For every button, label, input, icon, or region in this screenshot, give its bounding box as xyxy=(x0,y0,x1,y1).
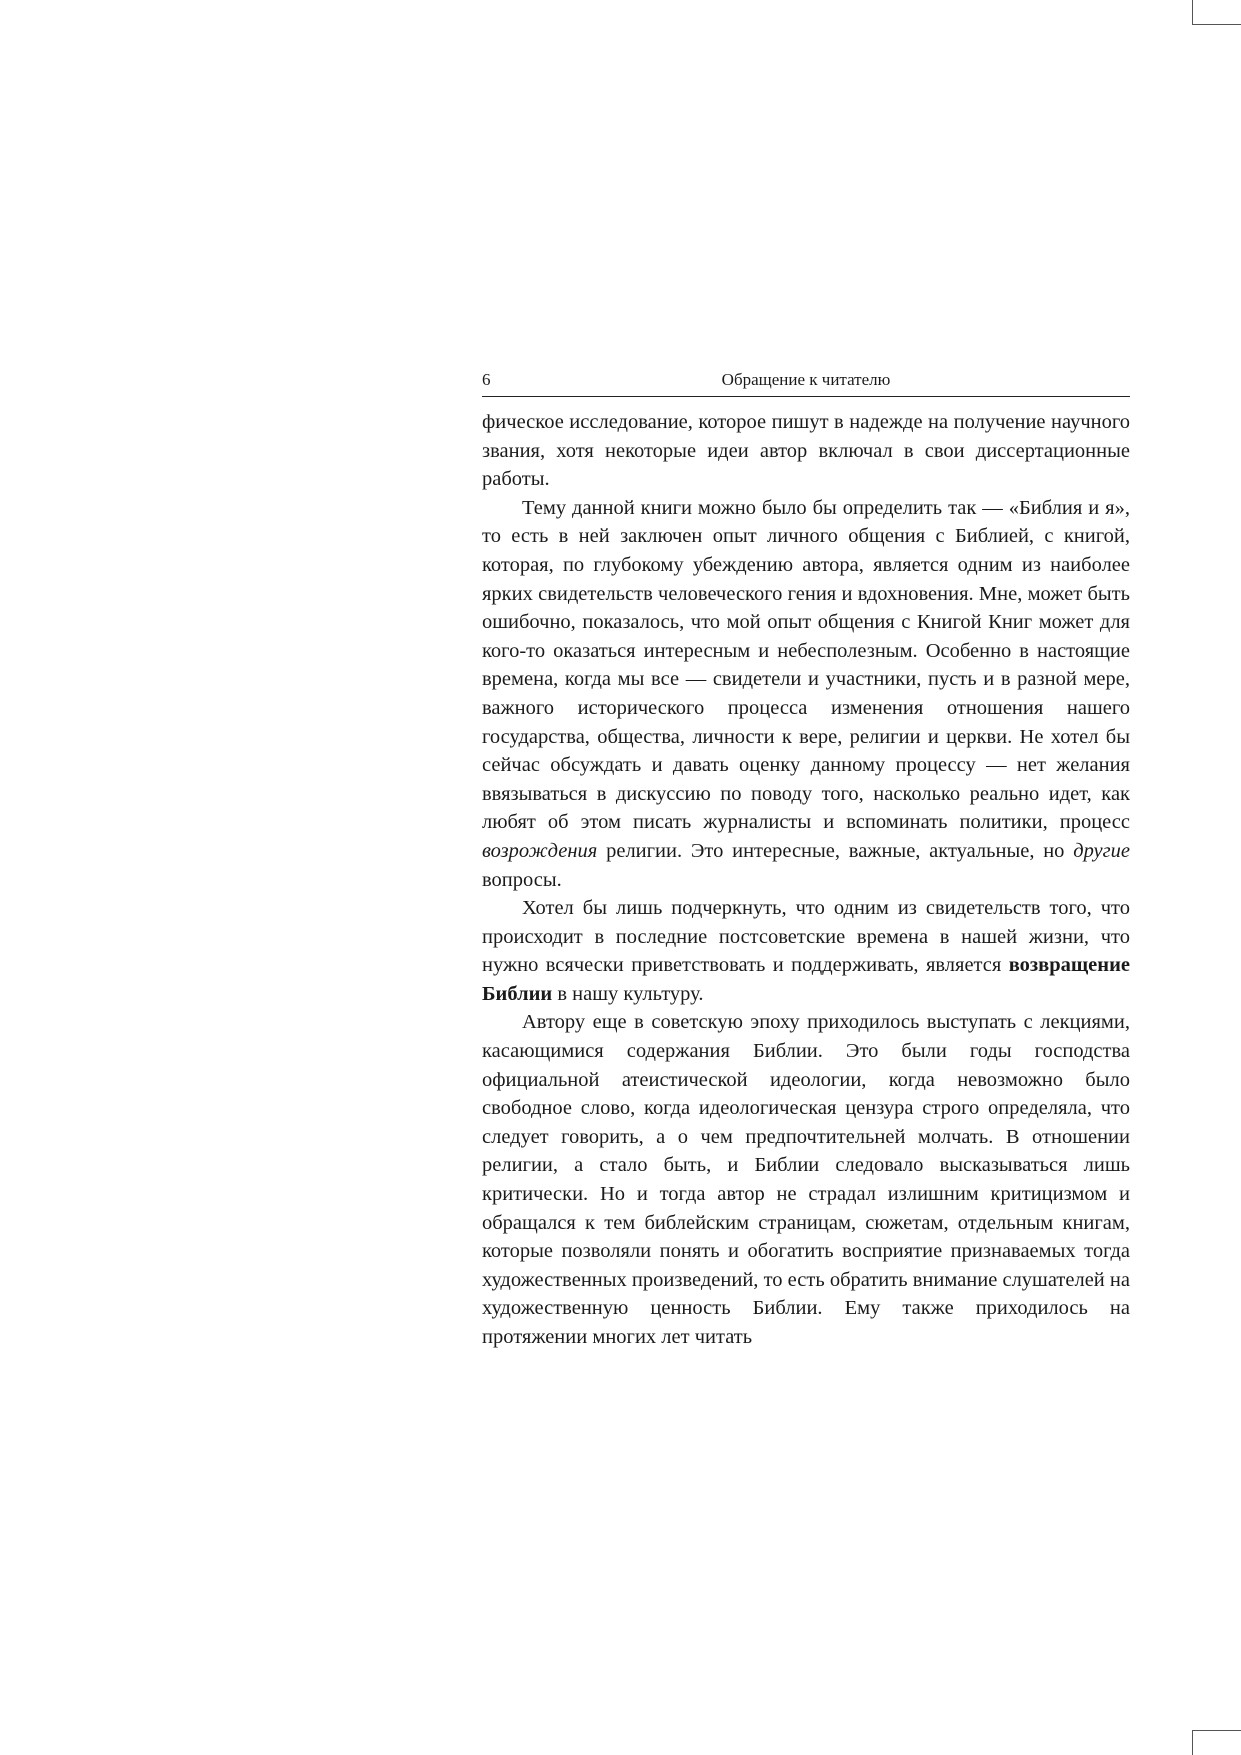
paragraph-2 xyxy=(482,494,1130,894)
body-text xyxy=(482,408,1130,1352)
running-title: Обращение к читателю xyxy=(721,370,891,389)
crop-mark-top-vertical xyxy=(1192,0,1193,25)
paragraph-2-italic-rebirth: возрождения xyxy=(482,839,598,862)
paragraph-4 xyxy=(482,1008,1130,1351)
paragraph-3-text-c: в нашу культуру. xyxy=(552,982,704,1005)
paragraph-2-text-e: вопросы. xyxy=(482,868,562,891)
paragraph-1-text: фическое исследование, которое пишут в надежде на получение научного звания, хотя некоторые идеи автор включал в свои диссертационные работы. xyxy=(482,411,1130,491)
paragraph-1 xyxy=(482,408,1130,494)
crop-mark-bottom-horizontal xyxy=(1192,1730,1241,1731)
paragraph-2-text-c: религии. Это интересные, важные, актуальные, но xyxy=(597,839,1074,862)
paragraph-2-text-a: Тему данной книги можно было бы определить так — «Библия и я», то есть в ней заключен опыт личного общения с Библией, с книгой, которая, по глубокому убеждению автора, является одним из наиболее ярких свидетельств человеческого гения и вдохновения. Мне, может быть ошибочно, показалось, что мой опыт общения с Книгой Книг может для кого-то оказаться интересным и небесполезным. Особенно в настоящие времена, когда мы все — свидетели и участники, пусть и в разной мере, важного исторического процесса изменения отношения нашего государства, общества, личности к вере, религии и церкви. Не хотел бы сейчас обсуждать и давать оценку данному процессу — нет желания ввязываться в дискуссию по поводу того, насколько реально идет, как любят об этом писать журналисты и вспоминать политики, процесс xyxy=(482,496,1130,834)
crop-mark-top-horizontal xyxy=(1192,24,1241,25)
page-number: 6 xyxy=(482,370,491,389)
crop-mark-bottom-vertical xyxy=(1192,1730,1193,1755)
page-header xyxy=(482,366,1130,397)
paragraph-3 xyxy=(482,894,1130,1008)
paragraph-4-text: Автору еще в советскую эпоху приходилось выступать с лекциями, касающимися содержания Библии. Это были годы господства официальной атеистической идеологии, когда невозможно было свободное слово, когда идеологическая цензура строго определяла, что следует говорить, а о чем предпочтительней молчать. В отношении религии, а стало быть, и Библии следовало высказываться лишь критически. Но и тогда автор не страдал излишним критицизмом и обращался к тем библейским страницам, сюжетам, отдельным книгам, которые позволяли понять и обогатить восприятие признаваемых тогда художественных произведений, то есть обратить внимание слушателей на художественную ценность Библии. Ему также приходилось на протяжении многих лет читать xyxy=(482,1011,1130,1348)
paragraph-3-text-a: Хотел бы лишь подчеркнуть, что одним из свидетельств того, что происходит в последние постсоветские времена в нашей жизни, что нужно всячески приветствовать и поддерживать, является xyxy=(482,897,1130,977)
paragraph-2-italic-other: другие xyxy=(1073,839,1130,862)
paragraph-3-bold-return-of-bible: возвращение Библии xyxy=(482,954,1130,1005)
